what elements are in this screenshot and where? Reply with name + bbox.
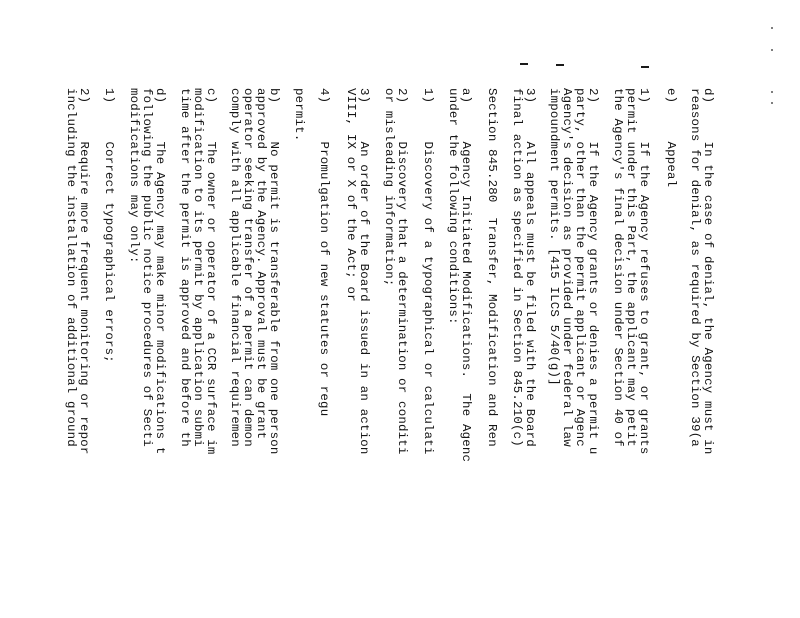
text-line: permit under this Part, the applicant may petit bbox=[624, 88, 638, 447]
text-line: the Agency's final decision under Section 40 of bbox=[611, 88, 625, 447]
text-line: 4) Promulgation of new statutes or regu bbox=[317, 88, 331, 417]
text-line: d) The Agency may make minor modifications t bbox=[153, 88, 167, 455]
scan-speck bbox=[771, 27, 773, 29]
scan-speck bbox=[771, 49, 773, 51]
text-line: 2) Discovery that a determination or conditi bbox=[395, 88, 409, 455]
text-line: under the following conditions: bbox=[446, 88, 460, 325]
text-line: 3) An order of the Board issued in an action bbox=[357, 88, 371, 455]
scan-speck bbox=[771, 102, 773, 104]
text-line: modification to its permit by application submi bbox=[191, 88, 205, 447]
text-line: a) Agency Initiated Modifications. The Agenc bbox=[459, 88, 473, 463]
text-line: 3) All appeals must be filed with the Board bbox=[523, 88, 537, 447]
text-line: 1) Discovery of a typographical or calculati bbox=[421, 88, 435, 455]
text-line: final action as specified in Section 845.210(c) bbox=[510, 88, 524, 447]
text-line: or misleading information; bbox=[382, 88, 396, 287]
text-line: operator seeking transfer of a permit can demon bbox=[241, 88, 255, 447]
text-line: modifications may only: bbox=[127, 88, 141, 264]
text-line: comply with all applicable financial requiremen bbox=[228, 88, 242, 447]
text-line: following the public notice procedures of Secti bbox=[140, 88, 154, 447]
text-line: party, other than the permit applicant or Agenc bbox=[573, 88, 587, 447]
rotated-text-block bbox=[64, 88, 715, 618]
text-line: approved by the Agency. Approval must be grant bbox=[254, 88, 268, 440]
text-line: Agency's decision as provided under federal law bbox=[560, 88, 574, 447]
text-line: Section 845.280 Transfer, Modification and Ren bbox=[485, 88, 499, 447]
scan-speck bbox=[771, 91, 773, 93]
text-line: b) No permit is transferable from one person bbox=[267, 88, 281, 455]
text-line: permit. bbox=[292, 88, 306, 142]
text-line: 1) Correct typographical errors; bbox=[102, 88, 116, 363]
margin-rule bbox=[520, 63, 528, 65]
text-line: time after the permit is approved and before th bbox=[178, 88, 192, 447]
text-line: c) The owner or operator of a CCR surface im bbox=[204, 88, 218, 455]
margin-rule bbox=[556, 64, 564, 66]
text-line: including the installation of additional ground bbox=[64, 88, 78, 447]
text-line: 2) If the Agency grants or denies a permit u bbox=[586, 88, 600, 455]
text-line: d) In the case of denial, the Agency must in bbox=[701, 88, 715, 455]
text-line: VIII, IX or X of the Act; or bbox=[344, 88, 358, 302]
text-line: 1) If the Agency refuses to grant, or grants bbox=[637, 88, 651, 455]
text-line: e) Appeal bbox=[664, 88, 678, 188]
text-line: impoundment permits. [415 ILCS 5/40(g)] bbox=[547, 88, 561, 386]
margin-rule bbox=[641, 66, 649, 68]
text-line: 2) Require more frequent monitoring or repor bbox=[77, 88, 91, 455]
text-line: reasons for denial, as required by Section 39(a bbox=[688, 88, 702, 447]
